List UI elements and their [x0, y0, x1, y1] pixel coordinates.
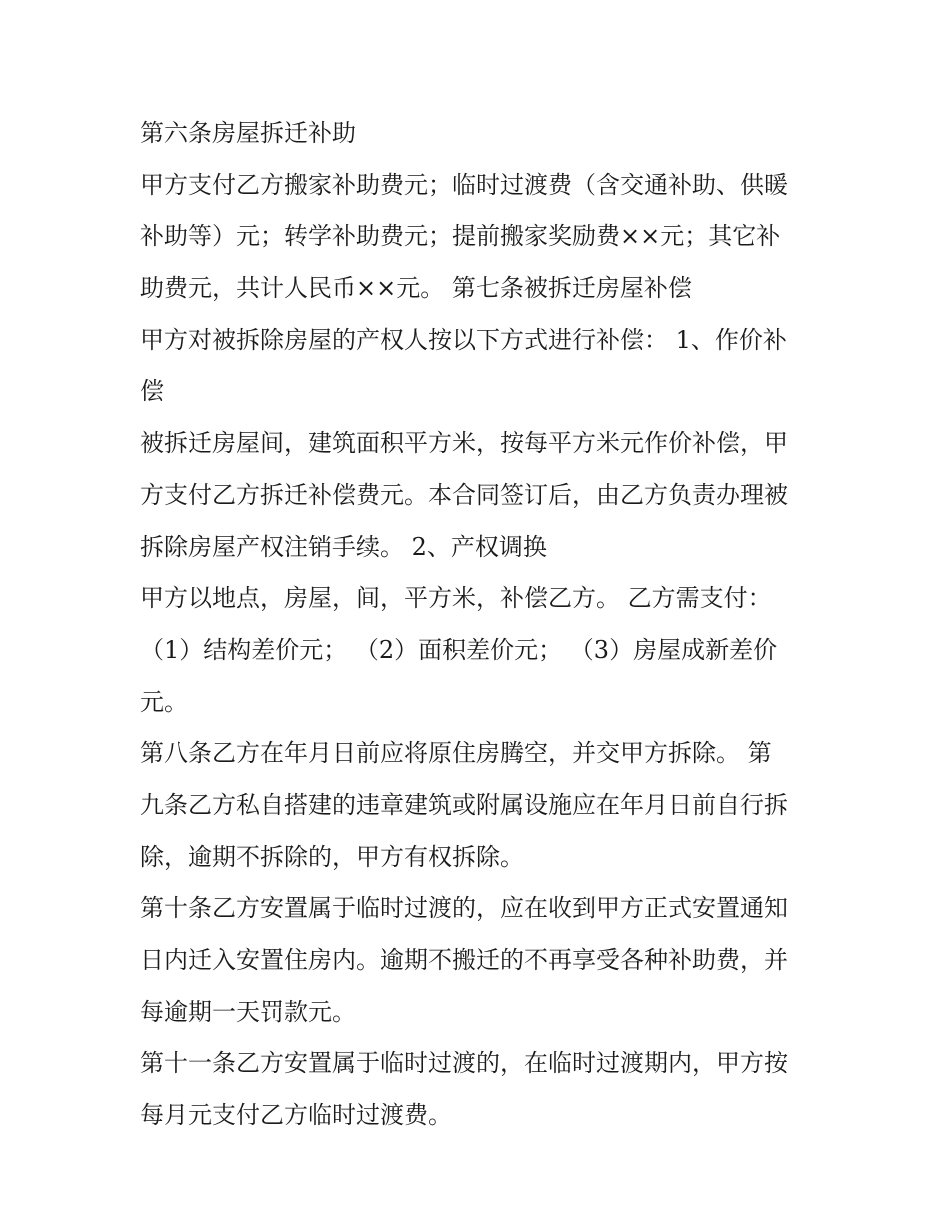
paragraph-line: 拆除房屋产权注销手续。 2、产权调换 — [140, 532, 547, 561]
paragraph-line: 第八条乙方在年月日前应将原住房腾空，并交甲方拆除。 第 — [140, 739, 772, 768]
paragraph-line: 九条乙方私自搭建的违章建筑或附属设施应在年月日前自行拆 — [140, 790, 788, 819]
paragraph-line: 第六条房屋拆迁补助 — [140, 119, 356, 147]
paragraph-line: 每逾期一天罚款元。 — [140, 997, 356, 1026]
paragraph-line: 补助等）元；转学补助费元；提前搬家奖励费××元；其它补 — [140, 222, 781, 251]
paragraph-line: 日内迁入安置住房内。逾期不搬迁的不再享受各种补助费，并 — [140, 946, 788, 974]
paragraph-line: 甲方以地点，房屋，间，平方米，补偿乙方。 乙方需支付： — [140, 584, 772, 613]
paragraph-line: 甲方支付乙方搬家补助费元；临时过渡费（含交通补助、供暖 — [140, 170, 788, 199]
paragraph-line: （1）结构差价元； （2）面积差价元； （3）房屋成新差价 — [140, 635, 778, 664]
paragraph-line: 方支付乙方拆迁补偿费元。本合同签订后，由乙方负责办理被 — [140, 480, 788, 509]
paragraph-line: 除，逾期不拆除的，甲方有权拆除。 — [140, 842, 524, 871]
paragraph-line: 助费元，共计人民币××元。 第七条被拆迁房屋补偿 — [140, 274, 692, 303]
paragraph-line: 元。 — [140, 687, 188, 716]
paragraph-line: 甲方对被拆除房屋的产权人按以下方式进行补偿： 1、作价补 — [140, 325, 787, 354]
paragraph-line: 偿 — [140, 377, 164, 406]
paragraph-line: 每月元支付乙方临时过渡费。 — [140, 1101, 452, 1130]
document-body — [140, 108, 816, 1142]
paragraph-line: 第十一条乙方安置属于临时过渡的，在临时过渡期内，甲方按 — [140, 1049, 788, 1078]
paragraph-line: 第十条乙方安置属于临时过渡的，应在收到甲方正式安置通知 — [140, 894, 788, 923]
paragraph-line: 被拆迁房屋间，建筑面积平方米，按每平方米元作价补偿，甲 — [140, 429, 788, 458]
